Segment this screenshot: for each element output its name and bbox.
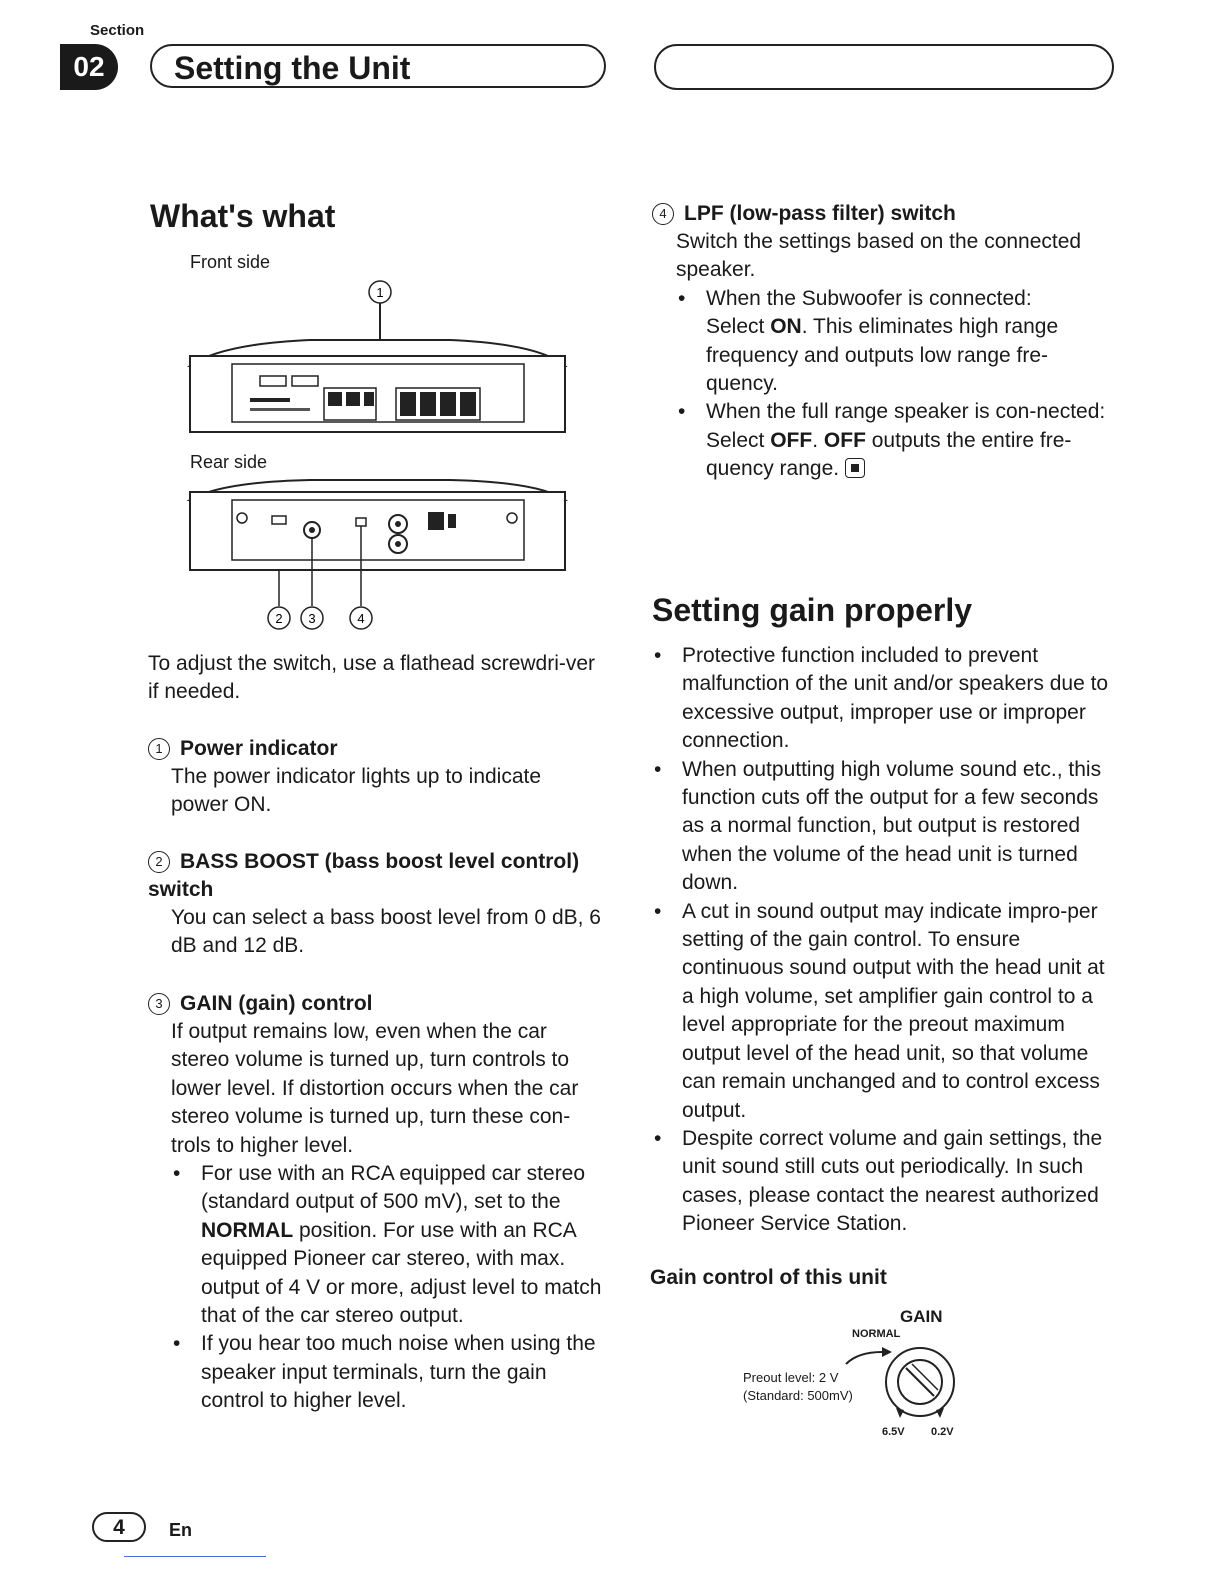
adjust-intro: To adjust the switch, use a flathead screwdri-ver if needed.: [148, 652, 596, 704]
item-title: GAIN (gain) control: [180, 992, 373, 1015]
item-number: 3: [148, 993, 170, 1015]
footer-line: [124, 1556, 266, 1557]
gain-min-label: 6.5V: [882, 1426, 905, 1438]
item-text: You can select a bass boost level from 0 dB, 6 dB and 12 dB.: [171, 906, 601, 958]
list-item: • Protective function included to prevent malfunction of the unit and/or speakers due to excessive output, improper use or improper connection.: [682, 642, 1114, 756]
section-number-badge: 02: [60, 44, 118, 90]
section-label: Section: [90, 22, 145, 39]
item-text: The power indicator lights up to indicate power ON.: [171, 765, 542, 817]
language-code: En: [169, 1520, 193, 1540]
list-item: • A cut in sound output may indicate impro-per setting of the gain control. To ensure continuous sound output with the head unit at a high volume, set amplifier gain control to a level appropriate for the preout maximum output level of the head unit, so that volume can remain unchanged and to control excess output.: [682, 898, 1114, 1125]
normal-label: NORMAL: [852, 1328, 901, 1340]
item-number: 4: [652, 203, 674, 225]
empty-title-box: [654, 44, 1114, 90]
end-of-section-icon: [845, 458, 865, 478]
item-bass-boost: [148, 848, 603, 961]
callout-number-2: 2: [275, 611, 283, 626]
item-lpf-switch: [652, 200, 1112, 484]
gain-max-label: 0.2V: [931, 1426, 954, 1438]
item-title: Power indicator: [180, 737, 338, 760]
chapter-title-box: [150, 44, 606, 88]
rear-side-illustration: [180, 478, 580, 636]
item-title: BASS BOOST (bass boost level control) switch: [148, 850, 580, 901]
item-text: If output remains low, even when the car stereo volume is turned up, turn controls to lower level. If distortion occurs when the car stereo volume is turned up, turn these con-trols to higher level.: [171, 1020, 579, 1157]
list-item: • For use with an RCA equipped car stereo (standard output of 500 mV), set to the NORMAL position. For use with an RCA equipped Pioneer car stereo, with max. output of 4 V or more, adjust level to match that of the car stereo output.: [201, 1160, 606, 1330]
chapter-title: Setting the Unit: [174, 50, 411, 86]
callout-number-3: 3: [308, 611, 316, 626]
setting-gain-heading: Setting gain properly: [652, 592, 973, 628]
list-item: • When the full range speaker is con-nected: Select OFF. OFF outputs the entire fre-quency range.: [706, 398, 1112, 483]
gain-dial-label: GAIN: [900, 1307, 943, 1326]
item-power-indicator: [148, 735, 603, 820]
list-item: • When the Subwoofer is connected: Select ON. This eliminates high range frequency and outputs low range fre-quency.: [706, 285, 1112, 399]
callout-number-1: 1: [376, 285, 384, 300]
preout-standard-label: (Standard: 500mV): [743, 1388, 853, 1403]
page-number: 4: [92, 1512, 146, 1542]
rear-side-caption: Rear side: [190, 452, 268, 472]
item-number: 1: [148, 738, 170, 760]
list-item: • If you hear too much noise when using the speaker input terminals, turn the gain control to higher level.: [201, 1330, 606, 1415]
item-number: 2: [148, 851, 170, 873]
list-item: • Despite correct volume and gain settings, the unit sound still cuts out periodically. In such cases, please contact the nearest authorized Pioneer Service Station.: [682, 1125, 1114, 1239]
front-side-illustration: [180, 278, 580, 440]
item-text: Switch the settings based on the connected speaker.: [676, 230, 1082, 282]
gain-bullets: [682, 642, 1114, 1239]
preout-level-label: Preout level: 2 V: [743, 1370, 839, 1385]
callout-number-4: 4: [357, 611, 365, 626]
front-side-caption: Front side: [190, 252, 271, 272]
whats-what-heading: What's what: [150, 198, 336, 234]
item-gain-control: [148, 990, 606, 1416]
gain-control-subheading: Gain control of this unit: [650, 1266, 887, 1289]
item-title: LPF (low-pass filter) switch: [684, 202, 956, 225]
gain-dial-icon: [838, 1340, 968, 1428]
list-item: • When outputting high volume sound etc., this function cuts off the output for a few seconds as a normal function, but output is restored when the volume of the head unit is turned down.: [682, 756, 1114, 898]
